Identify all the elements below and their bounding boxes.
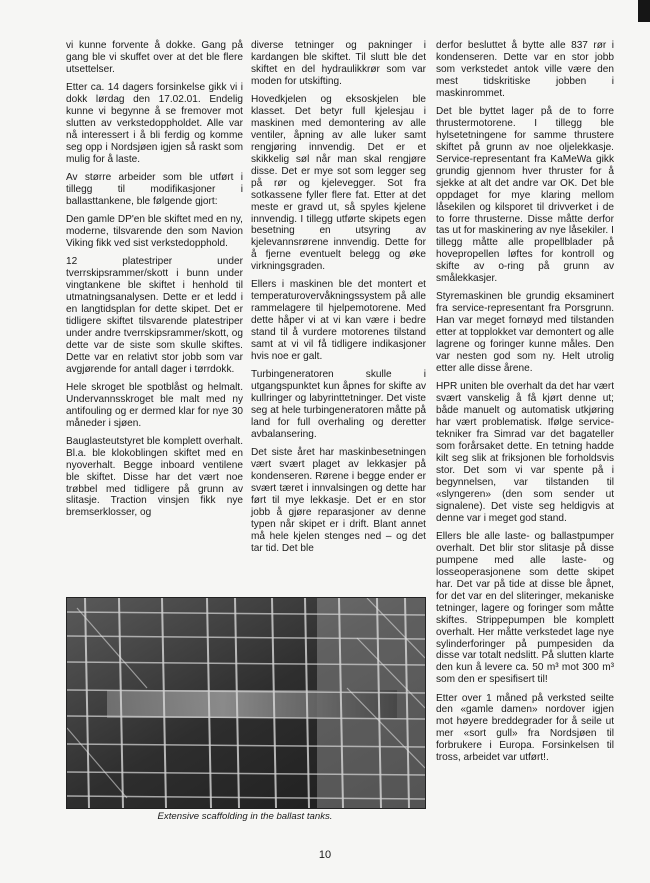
photo-caption: Extensive scaffolding in the ballast tanks. [157, 811, 333, 822]
paragraph: 12 platestriper under tverrskipsrammer/skott i bunn under vingtankene ble skiftet i henhold til utmatningsanalysen. Dette er et ledd i en langtidsplan for dette skipet. Det er tidligere skiftet tilsvarende platestriper under andre tverrskipsrammer/skott, og dette var de siste som skulle skiftes. Dette var en relativt stor jobb som var avgjørende for antall dager i tørrdokk. [66, 256, 243, 375]
paragraph: diverse tetninger og pakninger i kardangen ble skiftet. Til slutt ble det skiftet en del hydraulikkrør som var moden for utskifting. [251, 40, 426, 87]
paragraph: Turbingeneratoren skulle i utgangspunktet kun åpnes for skifte av kullringer og labyrinttetninger. Det viste seg at hele turbingeneratoren måtte på land for full overhaling og deretter avbalansering. [251, 369, 426, 441]
paragraph: Styremaskinen ble grundig eksaminert fra service-representant fra Porsgrunn. Han var meget fornøyd med tilstanden etter at topplokket var demontert og alle lagrene og foringer kunne måles. Den var nesten god som ny. Helt utrolig etter alle disse årene. [436, 291, 614, 375]
paragraph: Bauglasteutstyret ble komplett overhalt. Bl.a. ble klokoblingen skiftet med en nyoverhalt. Begge inboard ventilene ble skiftet. Disse har det vært noe trøbbel med tidligere på grunn av slitasje. Traction vinsjen fikk nye bremserklosser, og [66, 435, 243, 519]
paragraph: Av større arbeider som ble utført i tillegg til modifikasjoner i ballasttankene, ble følgende gjort: [66, 171, 243, 207]
page-number: 10 [318, 849, 332, 861]
scaffolding-photo [66, 597, 426, 809]
paragraph: HPR uniten ble overhalt da det har vært svært vanskelig å få kjørt denne ut; både manuelt og automatisk utkjøring har vært problematisk. Ifølge service-tekniker fra Simrad var det bagateller som forårsaket dette. En tetning hadde kilt seg slik at friksjonen ble forholdsvis stor. Det som vi var spente på i begynnelsen, var tilstanden til «slyngeren» (den som sender ut signalene). Det viste seg heldigvis at denne var i meget god stand. [436, 381, 614, 524]
paragraph: Etter over 1 måned på verksted seilte den «gamle damen» nordover igjen mot høyere breddegrader for å seile ut mer «sort gull» fra Nordsjøen til forbrukere i Europa. Forsinkelsen til tross, arbeidet var utført!. [436, 692, 614, 764]
text-column-2 [251, 40, 426, 561]
paragraph: Hele skroget ble spotblåst og helmalt. Undervannsskroget ble malt med ny antifouling og er dermed klar for nye 30 måneder i sjøen. [66, 381, 243, 429]
paragraph: Den gamle DP'en ble skiftet med en ny, moderne, tilsvarende den som Navion Viking fikk ved sist verkstedopphold. [66, 213, 243, 249]
paragraph: Etter ca. 14 dagers forsinkelse gikk vi i dokk lørdag den 17.02.01. Endelig kunne vi begynne å se fremover mot slutten av verkstedoppholdet. Alle var nå interessert i å bli ferdig og komme seg opp i Nordsjøen igjen så raskt som mulig for å laste. [66, 82, 243, 165]
scaffolding-illustration [67, 598, 425, 808]
paragraph: derfor besluttet å bytte alle 837 rør i kondenseren. Dette var en stor jobb som verkstedet antok ville være den mest tidskritiske jobben i maskinrommet. [436, 40, 614, 99]
paragraph: Det siste året har maskinbesetningen vært svært plaget av lekkasjer på kondenseren. Rørene i begge ender er svært tæret i innvalsingen og dette har ført til mye lekkasje. Det er en stor jobb å gjøre reparasjoner av denne typen når skipet er i drift. Blant annet må hele kjelen stenges ned – og det tar tid. Det ble [251, 447, 426, 554]
paragraph: Det ble byttet lager på de to forre thrustermotorene. I tillegg ble hylsetetningene for samme thrustere skiftet på grunn av noe oljelekkasje. Service-representant fra KaMeWa gikk grundig gjennom hver thruster for å sjekke at alt det andre var OK. Det ble oppdaget for mye klaring mellom låsekilen og kilsporet til drivverket i de to forre thrusterne. Disse måtte derfor tas ut for maskinering av nye låsekiler. I tillegg måtte alle propellblader på hovepropellen løftes for kontroll og skifte av o-ring på grunn av smålekkasjer. [436, 105, 614, 285]
paragraph: Ellers i maskinen ble det montert et temperaturovervåkningssystem på alle rammelagere til hjelpemotorene. Med dette håper vi at vi kan være i bedre stand til å vurdere motorenes tilstand samt at vi vil få tidligere indikasjoner hvis noe er galt. [251, 279, 426, 363]
text-column-1 [66, 40, 243, 526]
page-edge-mark [638, 0, 650, 22]
paragraph: Hovedkjelen og eksoskjelen ble klasset. Det betyr full kjelesjau i maskinen med demontering av alle ventiler, åpning av alle luker samt rengjøring innvendig. Det er et skikkelig søl når man skal rengjøre disse. Det er mye sot som legger seg på rør og kjelevegger. Sot fra sotkassene fyller flere fat. Etter at det meste er gravd ut, så spyles kjelene innvendig. I tillegg utførte skipets egen besetning en utsyring av kjelevannsrørene innvendig. Dette for å fjerne eventuelt belegg og øke virkningsgraden. [251, 94, 426, 273]
paragraph: Ellers ble alle laste- og ballastpumper overhalt. Det blir stor slitasje på disse pumpene med alle laste- og losseoperasjonene som dette skipet har. Det var på tide at disse ble åpnet, for det var en del sliteringer, mekaniske tetninger, lagere og foringer som måtte skiftes. Strippepumpen ble komplett overhalt. Her måtte verkstedet lage nye sylinderforinger på pumpesiden da disse var totalt nedslitt. På slutten klarte den kun å levere ca. 50 m³ mot 300 m³ som den er spesifisert til! [436, 530, 614, 686]
text-column-3 [436, 40, 614, 770]
paragraph: vi kunne forvente å dokke. Gang på gang ble vi skuffet over at det ble flere utsettelser. [66, 40, 243, 75]
